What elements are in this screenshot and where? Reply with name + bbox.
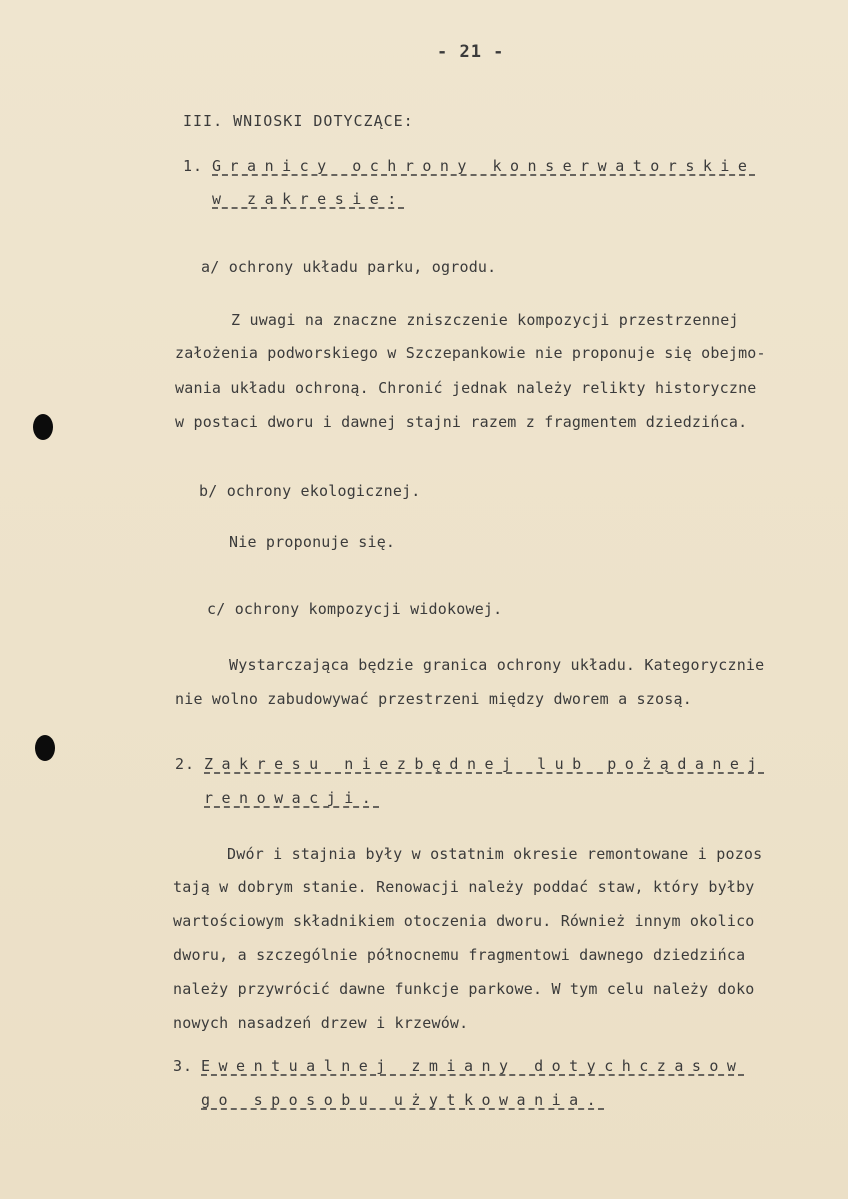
- point-title: Granicy ochrony konserwatorskie: [212, 157, 756, 175]
- point-title: go sposobu użytkowania.: [201, 1091, 605, 1109]
- section-heading: III. WNIOSKI DOTYCZĄCE:: [183, 112, 414, 130]
- point-title: Zakresu niezbędnej lub pożądanej: [204, 755, 765, 773]
- paragraph-line: wania układu ochroną. Chronić jednak należy relikty historyczne: [175, 379, 757, 397]
- paragraph-line: nie wolno zabudowywać przestrzeni między dworem a szosą.: [175, 690, 692, 708]
- subpoint-title: c/ ochrony kompozycji widokowej.: [207, 600, 503, 618]
- point-number: 3.: [173, 1057, 194, 1075]
- page-number: - 21 -: [437, 42, 505, 62]
- point-number: 2.: [175, 755, 196, 773]
- paragraph-line: należy przywrócić dawne funkcje parkowe. W tym celu należy doko: [173, 980, 755, 998]
- paragraph-line: założenia podworskiego w Szczepankowie nie proponuje się obejmo-: [175, 344, 766, 362]
- paragraph-line: nowych nasadzeń drzew i krzewów.: [173, 1014, 469, 1032]
- subpoint-title: b/ ochrony ekologicznej.: [199, 482, 421, 500]
- paragraph-line: Dwór i stajnia były w ostatnim okresie remontowane i pozos: [227, 845, 763, 863]
- paragraph-line: tają w dobrym stanie. Renowacji należy poddać staw, który byłby: [173, 878, 755, 896]
- paragraph-line: dworu, a szczególnie północnemu fragmentowi dawnego dziedzińca: [173, 946, 746, 964]
- punch-hole: [33, 414, 53, 440]
- point-title: Ewentualnej zmiany dotychczasow: [201, 1057, 745, 1075]
- point-title: renowacji.: [204, 789, 380, 807]
- subpoint-title: a/ ochrony układu parku, ogrodu.: [201, 258, 497, 276]
- point-title: w zakresie:: [212, 190, 405, 208]
- paragraph-line: Nie proponuje się.: [229, 533, 396, 551]
- point-number: 1.: [183, 157, 204, 175]
- paragraph-line: Wystarczająca będzie granica ochrony układu. Kategorycznie: [229, 656, 765, 674]
- punch-hole: [35, 735, 55, 761]
- paragraph-line: w postaci dworu i dawnej stajni razem z fragmentem dziedzińca.: [175, 413, 748, 431]
- paragraph-line: Z uwagi na znaczne zniszczenie kompozycji przestrzennej: [231, 311, 739, 329]
- paragraph-line: wartościowym składnikiem otoczenia dworu. Również innym okolico: [173, 912, 755, 930]
